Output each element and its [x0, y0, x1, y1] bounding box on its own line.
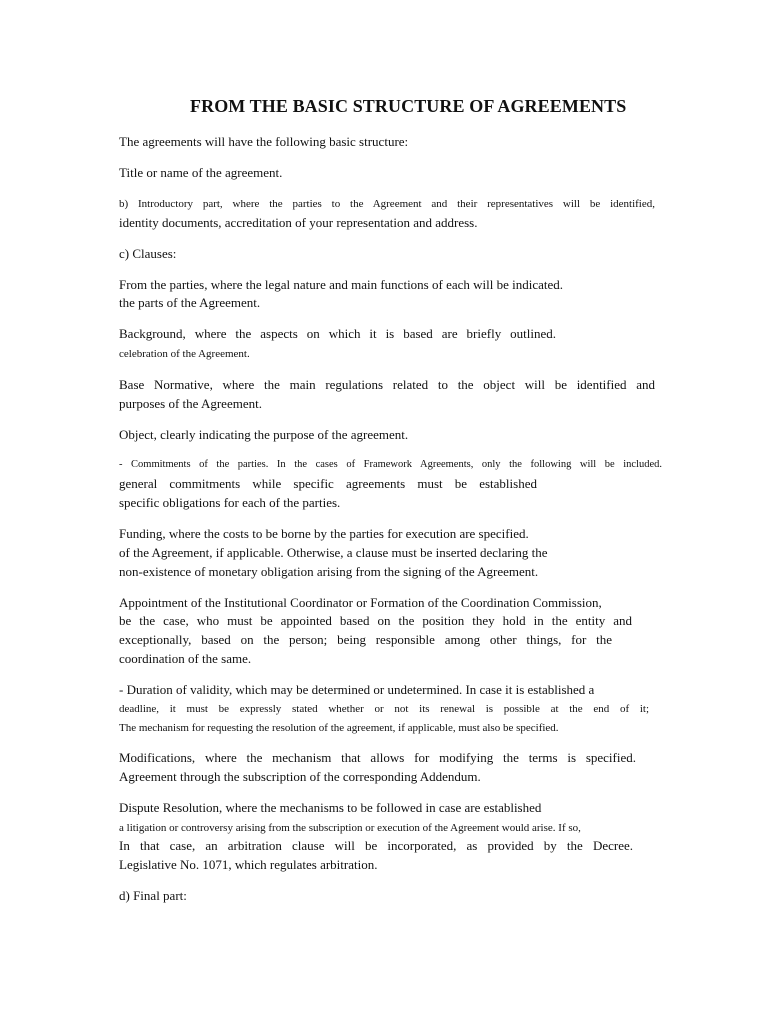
text-line: The agreements will have the following basic structure: — [119, 134, 409, 149]
text-line: Base Normative, where the main regulations related to the object will be identified and — [119, 377, 655, 392]
text-line: d) Final part: — [119, 888, 187, 903]
text-line: identity documents, accreditation of your representation and address. — [119, 215, 478, 230]
text-line: general commitments while specific agreements must be established — [119, 476, 537, 491]
document-title: FROM THE BASIC STRUCTURE OF AGREEMENTS — [190, 96, 627, 116]
text-line: From the parties, where the legal nature and main functions of each will be indicated. — [119, 277, 564, 292]
text-line: In that case, an arbitration clause will be incorporated, as provided by the Decree. — [119, 838, 633, 853]
text-line: be the case, who must be appointed based on the position they hold in the entity and — [119, 613, 632, 628]
text-line: the parts of the Agreement. — [119, 295, 261, 310]
text-line: b) Introductory part, where the parties to the Agreement and their representatives will be identified, — [119, 198, 655, 210]
text-line: deadline, it must be expressly stated whether or not its renewal is possible at the end of it; — [119, 703, 649, 715]
text-line: of the Agreement, if applicable. Otherwise, a clause must be inserted declaring the — [119, 545, 548, 560]
text-line: Agreement through the subscription of the corresponding Addendum. — [119, 769, 481, 784]
text-line: Legislative No. 1071, which regulates arbitration. — [119, 857, 378, 872]
text-line: Funding, where the costs to be borne by the parties for execution are specified. — [119, 526, 529, 541]
text-line: Object, clearly indicating the purpose of the agreement. — [119, 427, 409, 442]
text-line: Dispute Resolution, where the mechanisms to be followed in case are established — [119, 800, 542, 815]
text-line: celebration of the Agreement. — [119, 348, 250, 360]
text-line: Modifications, where the mechanism that allows for modifying the terms is specified. — [119, 750, 636, 765]
text-line: specific obligations for each of the parties. — [119, 495, 341, 510]
text-line: The mechanism for requesting the resolution of the agreement, if applicable, must also be specified. — [119, 722, 559, 734]
text-line: Background, where the aspects on which it is based are briefly outlined. — [119, 326, 556, 341]
text-line: coordination of the same. — [119, 651, 252, 666]
text-line: c) Clauses: — [119, 246, 177, 261]
text-line: exceptionally, based on the person; being responsible among other things, for the — [119, 632, 612, 647]
text-line: non-existence of monetary obligation arising from the signing of the Agreement. — [119, 564, 539, 579]
text-line: Appointment of the Institutional Coordinator or Formation of the Coordination Commission, — [119, 595, 602, 610]
text-line: Title or name of the agreement. — [119, 165, 283, 180]
text-line: purposes of the Agreement. — [119, 396, 262, 411]
text-line: - Duration of validity, which may be determined or undetermined. In case it is established a — [119, 682, 595, 697]
text-line: a litigation or controversy arising from the subscription or execution of the Agreement would arise. If so, — [119, 822, 581, 834]
text-line: - Commitments of the parties. In the cases of Framework Agreements, only the following will be included. — [119, 459, 662, 470]
